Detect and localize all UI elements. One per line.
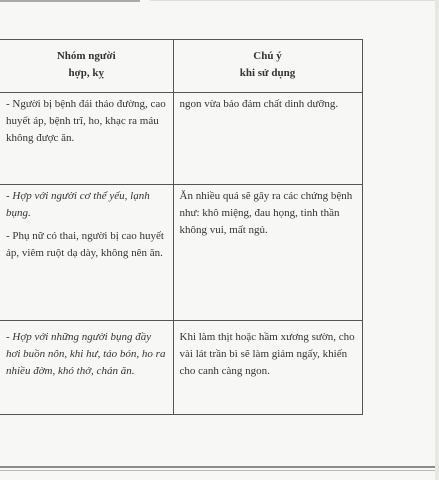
header-notes-line1: Chú ý <box>253 50 282 62</box>
header-group <box>0 40 173 93</box>
row2-group-cell <box>0 185 173 321</box>
row3-notes-cell <box>173 321 362 415</box>
header-group-line2: hợp, kỵ <box>68 67 104 79</box>
row3-notes-text: Khi làm thịt hoặc hầm xương sườn, cho vài lát trần bì sẽ làm giảm ngấy, khiến cho canh càng ngon. <box>179 331 355 377</box>
header-notes <box>173 40 362 93</box>
page-top-rule-faint <box>150 0 439 1</box>
nutrition-table <box>0 39 363 415</box>
table-row <box>0 93 362 185</box>
row1-notes-cell <box>173 93 362 185</box>
row2-notes-cell <box>173 185 362 321</box>
page-bottom-rule-faint <box>0 470 439 471</box>
table-header-row <box>0 40 362 93</box>
header-notes-line2: khi sử dụng <box>239 67 296 79</box>
table-row <box>0 321 362 415</box>
page-right-edge-shadow <box>435 0 439 480</box>
row2-group-text-suitable: - Hợp với người cơ thể yếu, lạnh bụng. <box>6 190 150 219</box>
header-group-line1: Nhóm người <box>56 50 116 62</box>
row1-group-text: - Người bị bệnh đái tháo đường, cao huyết áp, bệnh trĩ, ho, khạc ra máu không được ăn. <box>6 98 166 144</box>
row2-group-text-avoid: - Phụ nữ có thai, người bị cao huyết áp, viêm ruột dạ dày, không nên ăn. <box>6 230 164 259</box>
row3-group-text: - Hợp với những người bụng đầy hơi buồn nôn, khi hư, táo bón, ho ra nhiều đờm, khó thở, chán ăn. <box>6 331 166 377</box>
page-top-rule <box>0 0 140 2</box>
row1-group-cell <box>0 93 173 185</box>
table-row <box>0 185 362 321</box>
row1-notes-text: ngon vừa bảo đảm chất dinh dưỡng. <box>179 98 339 110</box>
page-bottom-rule <box>0 466 439 468</box>
row2-notes-text: Ăn nhiều quá sẽ gây ra các chứng bệnh như: khô miệng, đau họng, tinh thần không vui, mất ngủ. <box>179 190 353 236</box>
row3-group-cell <box>0 321 173 415</box>
